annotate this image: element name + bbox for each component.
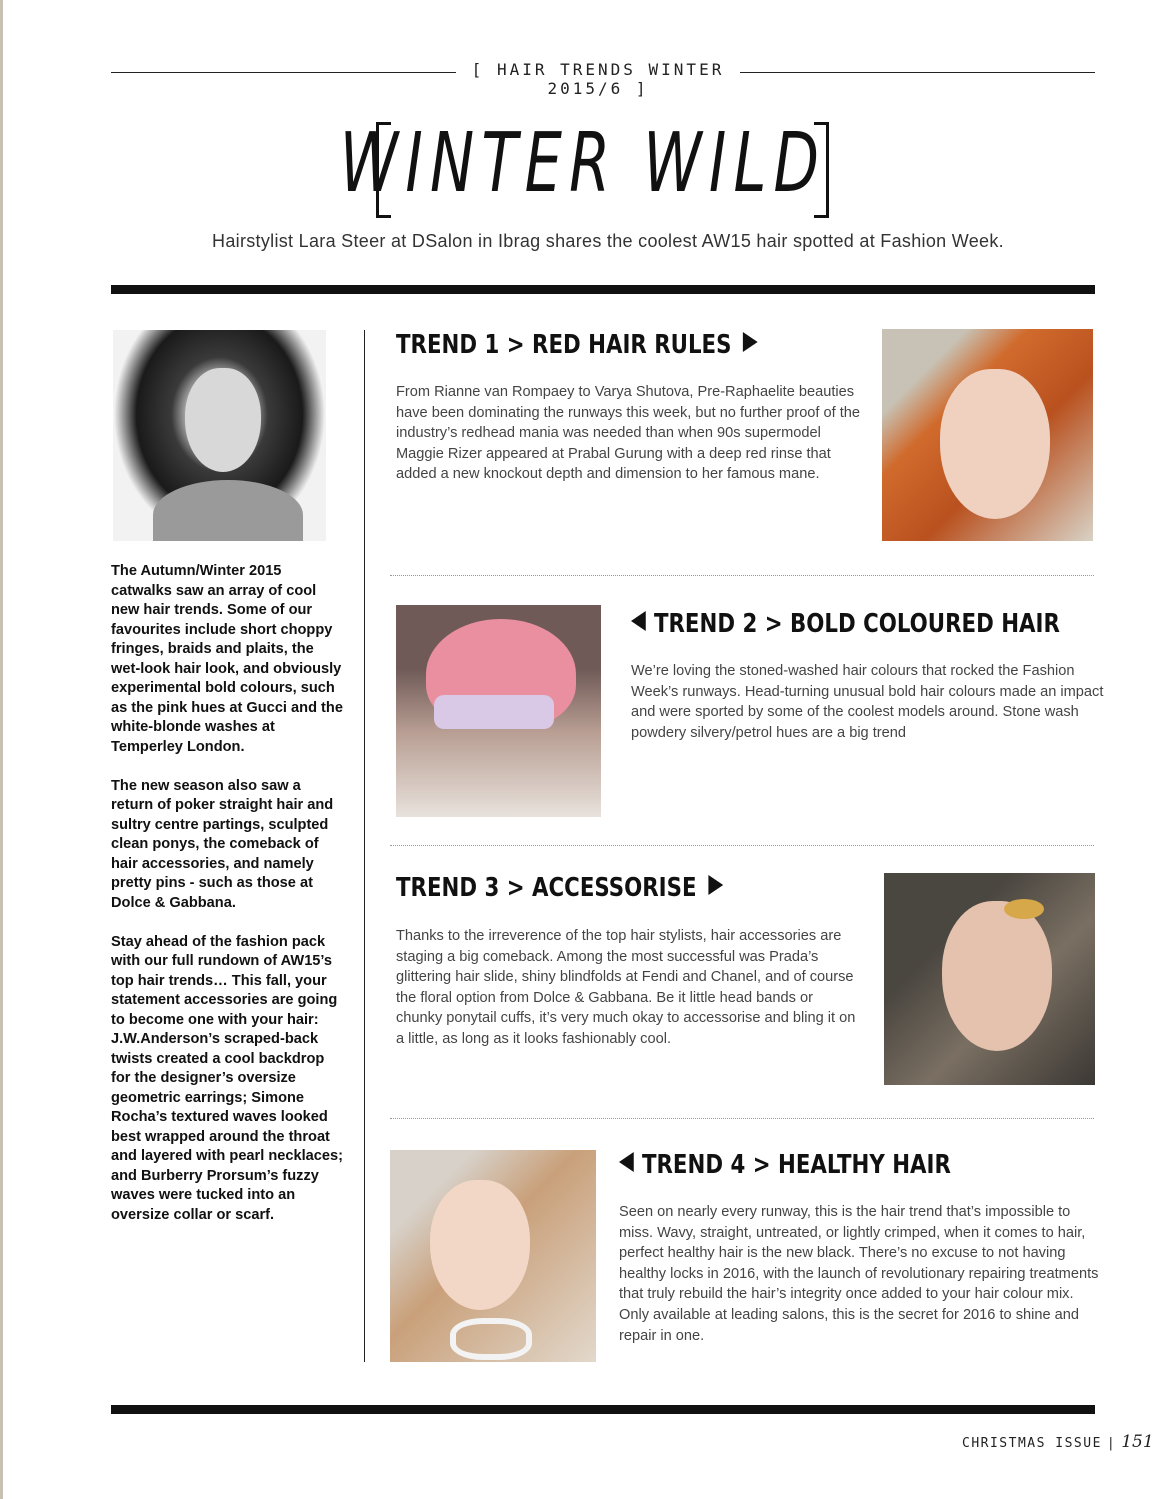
page-title: WINTER WILD	[339, 116, 827, 211]
trend-divider	[390, 845, 1094, 846]
header-divider	[111, 285, 1095, 294]
page-footer: CHRISTMAS ISSUE | 151	[962, 1432, 1154, 1452]
trend-3-photo	[884, 873, 1095, 1085]
arrow-left-icon	[631, 611, 646, 631]
sidebar-paragraph: Stay ahead of the fashion pack with our full rundown of AW15’s top hair trends… This fall, your statement accessories are going to become one with your hair: J.W.Anderson’s scraped-back twists created a cool backdrop for the designer’s oversize geometric earrings; Simone Rocha’s textured waves looked best wrapped around the throat and layered with pearl necklaces; and Burberry Prorsum’s fuzzy waves were tucked into an oversize collar or scarf.	[111, 933, 343, 1223]
page-number: 151	[1121, 1432, 1154, 1452]
kicker-rule-left	[111, 72, 456, 73]
sidebar-paragraph: The Autumn/Winter 2015 catwalks saw an array of cool new hair trends. Some of our favourites include short choppy fringes, braids and plaits, the wet-look hair look, and obviously experimental bold colours, such as the pink hues at Gucci and the white-blonde washes at Temperley London.	[111, 563, 343, 755]
trend-divider	[390, 1118, 1094, 1119]
trend-4-heading: TREND 4 > HEALTHY HAIR	[619, 1150, 951, 1180]
section-kicker: [ HAIR TRENDS WINTER 2015/6 ]	[471, 60, 725, 98]
trend-1-body: From Rianne van Rompaey to Varya Shutova, Pre-Raphaelite beauties have been dominating the runways this week, but no further proof of the industry’s redhead mania was needed than when 90s supermodel Maggie Rizer appeared at Prabal Gurung with a deep red rinse that added a new knockout depth and dimension to her famous mane.	[396, 384, 861, 483]
arrow-left-icon	[619, 1152, 634, 1172]
trend-divider	[390, 575, 1094, 576]
trend-4-photo	[390, 1150, 596, 1362]
trend-1-photo	[882, 329, 1093, 541]
stylist-portrait	[113, 330, 326, 541]
page-subtitle: Hairstylist Lara Steer at DSalon in Ibrag shares the coolest AW15 hair spotted at Fashion Week.	[212, 231, 1004, 251]
trend-2-photo	[396, 605, 601, 817]
issue-label: CHRISTMAS ISSUE	[962, 1436, 1102, 1451]
footer-divider	[111, 1405, 1095, 1414]
kicker-rule-right	[740, 72, 1095, 73]
trend-1-heading: TREND 1 > RED HAIR RULES	[396, 330, 758, 360]
arrow-right-icon	[708, 875, 723, 895]
trend-2-body: We’re loving the stoned-washed hair colours that rocked the Fashion Week’s runways. Head-turning unusual bold hair colours made an impact and were sported by some of the coolest models around. Stone wash powdery silvery/petrol hues are a big trend	[631, 663, 1104, 741]
trend-3-body: Thanks to the irreverence of the top hair stylists, hair accessories are staging a big comeback. Among the most successful was Prada’s glittering hair slide, shiny blindfolds at Fendi and Chanel, and of course the floral option from Dolce & Gabbana. Be it little head bands or chunky ponytail cuffs, it’s very much okay to accessorise and bling it on a little, as long as it looks fashionably cool.	[396, 928, 856, 1047]
sidebar-paragraph: The new season also saw a return of poker straight hair and sultry centre partings, sculpted clean ponys, the comeback of hair accessories, and namely pretty pins - such as those at Dolce & Gabbana.	[111, 777, 334, 911]
column-divider	[364, 330, 365, 1362]
page-edge	[0, 0, 3, 1499]
sidebar-text	[111, 562, 343, 1245]
trend-2-heading: TREND 2 > BOLD COLOURED HAIR	[631, 609, 1060, 639]
arrow-right-icon	[743, 332, 758, 352]
trend-4-body: Seen on nearly every runway, this is the hair trend that’s impossible to miss. Wavy, straight, untreated, or lightly crimped, when it comes to hair, perfect healthy hair is the new black. There’s no excuse to not having healthy locks in 2016, with the launch of revolutionary repairing treatments that truly rebuild the hair’s integrity once added to your hair colour mix. Only available at leading salons, this is the secret for 2016 to shine and repair in one.	[619, 1204, 1099, 1344]
trend-3-heading: TREND 3 > ACCESSORISE	[396, 873, 723, 903]
